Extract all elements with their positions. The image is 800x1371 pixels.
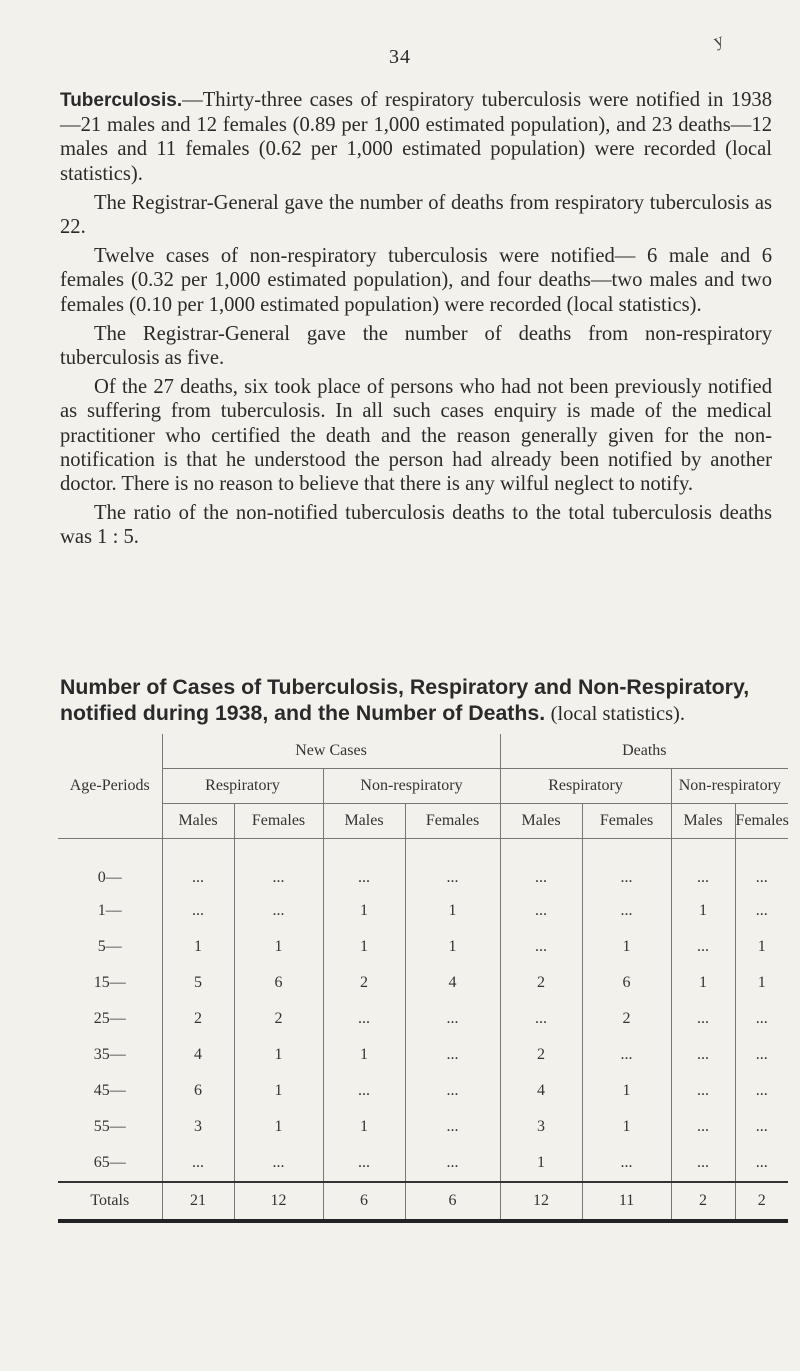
table-cell: ... [405, 1073, 500, 1109]
paragraph-2: The Registrar-General gave the number of deaths from respiratory tuberculosis as 22. [60, 191, 772, 239]
table-cell: ... [735, 893, 788, 929]
table-cell: ... [405, 839, 500, 894]
table-cell: 4 [162, 1037, 234, 1073]
table-cell: 6 [162, 1073, 234, 1109]
table-cell: 1 [323, 1109, 405, 1145]
total-cell: 6 [323, 1182, 405, 1221]
table-row [58, 1037, 788, 1073]
table-cell: 6 [582, 965, 671, 1001]
header-deaths-non-respiratory: Non-respiratory [671, 769, 788, 804]
table-cell: 2 [500, 965, 582, 1001]
table-cell: 1 [405, 929, 500, 965]
table-cell: ... [671, 929, 735, 965]
table-cell: ... [500, 1001, 582, 1037]
header-males: Males [323, 804, 405, 839]
table-cell: 2 [582, 1001, 671, 1037]
table-cell: 4 [405, 965, 500, 1001]
header-new-respiratory: Respiratory [162, 769, 323, 804]
table-cell: 3 [162, 1109, 234, 1145]
header-new-cases: New Cases [162, 734, 500, 769]
totals-label: Totals [58, 1182, 162, 1221]
table-row [58, 965, 788, 1001]
age-period-cell: 0— [97, 869, 122, 886]
table-cell: ... [234, 839, 323, 894]
table-cell: 1 [500, 1145, 582, 1182]
table-cell: ... [500, 839, 582, 894]
table-cell: ... [735, 1145, 788, 1182]
table-cell: ... [162, 839, 234, 894]
paragraph-4: The Registrar-General gave the number of deaths from non-respiratory tuberculosis as five. [60, 322, 772, 370]
table-cell: ... [735, 1109, 788, 1145]
age-period-cell: 15— [93, 974, 126, 991]
table-row [58, 893, 788, 929]
header-new-non-respiratory: Non-respiratory [323, 769, 500, 804]
table-cell: ... [671, 1073, 735, 1109]
table-cell: 1 [671, 893, 735, 929]
table-row [58, 929, 788, 965]
table-cell: ... [582, 1145, 671, 1182]
header-males: Males [671, 804, 735, 839]
header-males: Males [500, 804, 582, 839]
table-cell: ... [582, 1037, 671, 1073]
age-period-cell: 55— [93, 1118, 126, 1135]
table-row [58, 1145, 788, 1182]
table-cell: 6 [234, 965, 323, 1001]
age-period-cell: 35— [93, 1046, 126, 1063]
table-cell: ... [582, 893, 671, 929]
table-body [58, 839, 788, 1222]
table-title-bold: Number of Cases of Tuberculosis, Respiratory and Non-Respiratory, notified during 1938, and the Number of Deaths. [60, 675, 750, 725]
table-cell: ... [323, 1145, 405, 1182]
table-header [58, 734, 788, 839]
paragraph-1 [60, 88, 772, 186]
table-cell: ... [671, 1145, 735, 1182]
table-cell: ... [405, 1145, 500, 1182]
table-cell: 2 [234, 1001, 323, 1037]
table-cell: 1 [582, 929, 671, 965]
table-cell: 1 [671, 965, 735, 1001]
header-age-periods: Age-Periods [58, 734, 162, 839]
total-cell: 21 [162, 1182, 234, 1221]
tuberculosis-table [58, 734, 788, 1223]
table-cell: 1 [234, 929, 323, 965]
age-period-cell: 1— [97, 902, 122, 919]
table-cell: 1 [582, 1073, 671, 1109]
header-deaths: Deaths [500, 734, 788, 769]
header-females: Females [234, 804, 323, 839]
table-cell: ... [671, 839, 735, 894]
table-cell: ... [671, 1037, 735, 1073]
table-cell: 5 [162, 965, 234, 1001]
table-cell: 2 [500, 1037, 582, 1073]
section-lead: Tuberculosis. [60, 90, 183, 111]
total-cell: 11 [582, 1182, 671, 1221]
table-cell: ... [234, 1145, 323, 1182]
table-cell: ... [735, 1001, 788, 1037]
table-title-note: (local statistics). [550, 703, 686, 725]
age-period-cell: 25— [93, 1010, 126, 1027]
table-cell: 4 [500, 1073, 582, 1109]
total-cell: 6 [405, 1182, 500, 1221]
table-cell: ... [323, 1001, 405, 1037]
table-cell: 1 [162, 929, 234, 965]
table-cell: 2 [323, 965, 405, 1001]
paragraph-3: Twelve cases of non-respiratory tuberculosis were notified— 6 male and 6 females (0.32 per 1,000 estimated population), and four deaths—two males and two females (0.10 per 1,000 estimated population) were recorded (local statistics). [60, 245, 772, 316]
table-cell: ... [671, 1001, 735, 1037]
table-cell: ... [582, 839, 671, 894]
table-row [58, 839, 788, 894]
total-cell: 2 [671, 1182, 735, 1221]
table-cell: 1 [735, 965, 788, 1001]
table-cell: ... [323, 1073, 405, 1109]
table-row [58, 1001, 788, 1037]
totals-row [58, 1182, 788, 1221]
header-females: Females [735, 804, 788, 839]
table-cell: ... [735, 839, 788, 894]
header-females: Females [405, 804, 500, 839]
table-cell: 1 [234, 1037, 323, 1073]
body-text [60, 88, 772, 555]
total-cell: 2 [735, 1182, 788, 1221]
header-males: Males [162, 804, 234, 839]
table-cell: ... [671, 1109, 735, 1145]
table-cell: ... [735, 1037, 788, 1073]
table-cell: ... [162, 893, 234, 929]
page-number: 34 [389, 46, 411, 68]
age-period-cell: 45— [93, 1082, 126, 1099]
tuberculosis-table-wrapper [58, 734, 788, 1223]
total-cell: 12 [500, 1182, 582, 1221]
table-cell: ... [500, 893, 582, 929]
table-cell: ... [234, 893, 323, 929]
table-row [58, 1073, 788, 1109]
table-cell: 1 [323, 1037, 405, 1073]
table-cell: 1 [234, 1073, 323, 1109]
table-cell: ... [735, 1073, 788, 1109]
table-cell: 1 [323, 893, 405, 929]
table-cell: 2 [162, 1001, 234, 1037]
age-period-cell: 5— [97, 938, 122, 955]
table-cell: ... [405, 1037, 500, 1073]
table-cell: 1 [323, 929, 405, 965]
paragraph-6: The ratio of the non-notified tuberculosis deaths to the total tuberculosis deaths was 1 : 5. [60, 502, 772, 549]
table-cell: 1 [735, 929, 788, 965]
table-cell: 1 [234, 1109, 323, 1145]
age-period-cell: 65— [93, 1154, 126, 1171]
table-row [58, 1109, 788, 1145]
table-cell: ... [162, 1145, 234, 1182]
table-cell: 3 [500, 1109, 582, 1145]
paragraph-1-text: —Thirty-three cases of respiratory tuberculosis were notified in 1938—21 males and 12 females (0.89 per 1,000 estimated population), and 23 deaths—12 males and 11 females (0.62 per 1,000 estimated population) were recorded (local statistics). [60, 89, 772, 185]
table-cell: ... [405, 1001, 500, 1037]
table-cell: ... [500, 929, 582, 965]
table-cell: ... [405, 1109, 500, 1145]
corner-mark: y [710, 29, 726, 51]
table-cell: 1 [582, 1109, 671, 1145]
paragraph-5: Of the 27 deaths, six took place of persons who had not been previously notified as suffering from tuberculosis. In all such cases enquiry is made of the medical practitioner who certified the death and the reason generally given for the non-notification is that he understood the person had already been notified by another doctor. There is no reason to believe that there is any wilful neglect to notify. [60, 376, 772, 496]
table-title [60, 674, 780, 727]
table-cell: 1 [405, 893, 500, 929]
table-cell: ... [323, 839, 405, 894]
header-females: Females [582, 804, 671, 839]
total-cell: 12 [234, 1182, 323, 1221]
header-deaths-respiratory: Respiratory [500, 769, 671, 804]
